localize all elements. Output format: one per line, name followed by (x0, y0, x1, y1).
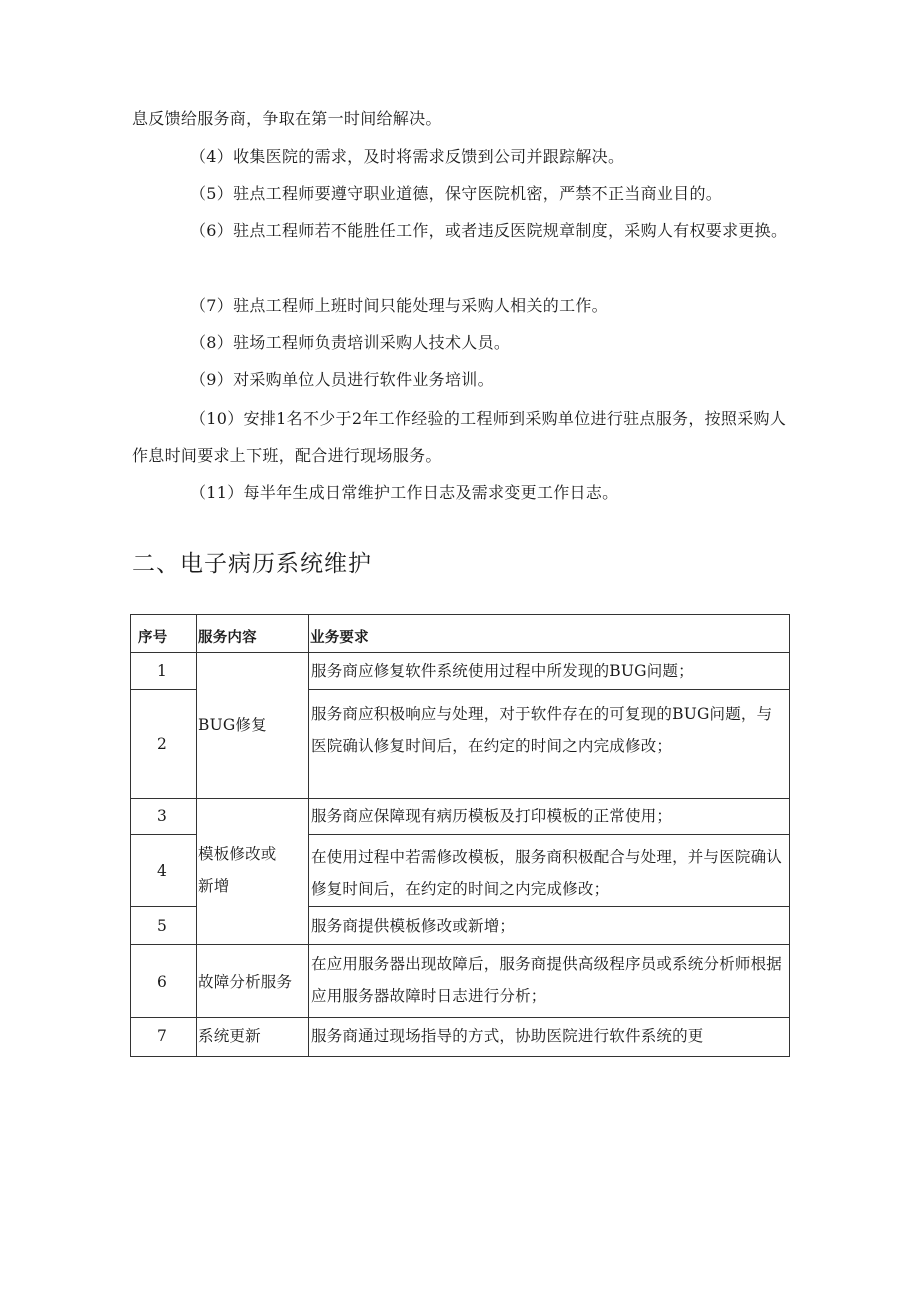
service-system-update: 系统更新 (198, 1027, 261, 1045)
requirement-text: 在使用过程中若需修改模板，服务商积极配合与处理，并与医院确认修复时间后，在约定的时间之内完成修改； (311, 848, 783, 898)
requirement-text: 服务商通过现场指导的方式，协助医院进行软件系统的更 (311, 1027, 704, 1045)
requirement-text: 服务商提供模板修改或新增； (311, 917, 516, 935)
row-divider (130, 1017, 790, 1018)
header-service-content: 服务内容 (198, 630, 257, 646)
paragraph-item-8: （8）驻场工程师负责培训采购人技术人员。 (190, 333, 511, 352)
column-divider (308, 614, 309, 1057)
row-divider (130, 906, 196, 907)
section-heading: 二、电子病历系统维护 (132, 551, 372, 577)
row-divider (308, 689, 790, 690)
header-number: 序号 (138, 630, 168, 646)
paragraph-item-5: （5）驻点工程师要遵守职业道德，保守医院机密，严禁不正当商业目的。 (190, 184, 723, 203)
row-number: 4 (156, 862, 168, 880)
row-number: 3 (156, 807, 168, 825)
paragraph-item-4: （4）收集医院的需求，及时将需求反馈到公司并跟踪解决。 (190, 147, 625, 166)
requirement-text: 服务商应修复软件系统使用过程中所发现的BUG问题； (311, 662, 694, 680)
row-divider (130, 689, 196, 690)
column-divider (196, 614, 197, 1057)
row-divider (308, 834, 790, 835)
table-border-right (789, 614, 790, 1057)
service-bug-fix: BUG修复 (198, 716, 267, 734)
row-divider (130, 944, 790, 945)
requirement-text: 服务商应保障现有病历模板及打印模板的正常使用； (311, 807, 673, 825)
table-border-top (130, 614, 790, 615)
row-divider (308, 906, 790, 907)
paragraph-item-9: （9）对采购单位人员进行软件业务培训。 (190, 370, 494, 389)
row-number: 1 (156, 662, 168, 680)
maintenance-table (130, 614, 790, 1057)
row-number: 7 (156, 1027, 168, 1045)
paragraph-item-11: （11）每半年生成日常维护工作日志及需求变更工作日志。 (190, 483, 619, 502)
service-template: 模板修改或新增 (198, 845, 277, 895)
row-divider (130, 834, 196, 835)
requirement-text: 在应用服务器出现故障后，服务商提供高级程序员或系统分析师根据应用服务器故障时日志进行分析； (311, 955, 783, 1005)
requirement-text: 服务商应积极响应与处理，对于软件存在的可复现的BUG问题，与医院确认修复时间后，在约定的时间之内完成修改； (311, 705, 773, 755)
paragraph-item-6: （6）驻点工程师若不能胜任工作，或者违反医院规章制度，采购人有权要求更换。 (190, 221, 788, 240)
row-number: 6 (156, 973, 168, 991)
service-fault-analysis: 故障分析服务 (198, 973, 293, 991)
paragraph-item-7: （7）驻点工程师上班时间只能处理与采购人相关的工作。 (190, 296, 608, 315)
header-requirement: 业务要求 (310, 630, 369, 646)
paragraph-continuation: 息反馈给服务商，争取在第一时间给解决。 (132, 109, 442, 128)
row-number: 5 (156, 917, 168, 935)
table-border-bottom (130, 1056, 790, 1057)
row-divider (130, 798, 790, 799)
row-number: 2 (156, 735, 168, 753)
paragraph-item-10: （10）安排1名不少于2年工作经验的工程师到采购单位进行驻点服务，按照采购人作息时间要求上下班，配合进行现场服务。 (132, 409, 787, 465)
